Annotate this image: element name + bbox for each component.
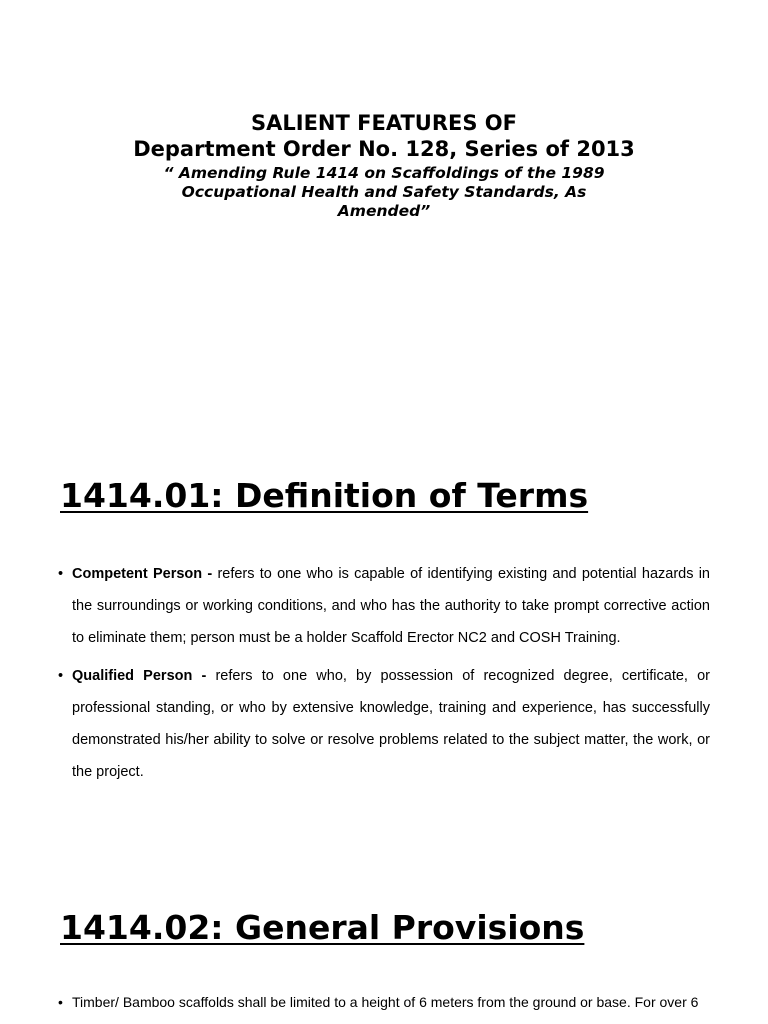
definition-item-competent-person — [56, 558, 710, 654]
term-definition: refers to one who, by possession of recognized degree, certificate, or professional standing, or who by extensive knowledge, training and experience, has successfully demonstrated his/her ability to solve or resolve problems related to the subject matter, the work, or the project. — [72, 668, 710, 780]
definition-list — [56, 558, 710, 788]
section-heading-definition-of-terms: 1414.01: Definition of Terms — [60, 476, 589, 515]
definition-item-qualified-person — [56, 660, 710, 788]
bullet-icon: • — [58, 994, 63, 1010]
title-line-2: Department Order No. 128, Series of 2013 — [133, 137, 635, 161]
provision-text: Timber/ Bamboo scaffolds shall be limited to a height of 6 meters from the ground or base. For over 6 — [72, 994, 699, 1010]
provisions-list — [56, 990, 710, 1014]
title-line-1: SALIENT FEATURES OF — [251, 111, 517, 135]
term-label: Competent Person - — [72, 566, 213, 582]
provision-item-timber-bamboo — [56, 990, 710, 1014]
bullet-icon: • — [58, 668, 64, 684]
section-heading-general-provisions: 1414.02: General Provisions — [60, 908, 585, 947]
term-definition: refers to one who is capable of identifying existing and potential hazards in the surroundings or working conditions, and who has the authority to take prompt corrective action to eliminate them; person must be a holder Scaffold Erector NC2 and COSH Training. — [72, 566, 710, 646]
bullet-icon: • — [58, 566, 64, 582]
title-block — [60, 110, 708, 221]
term-label: Qualified Person - — [72, 668, 207, 684]
subtitle: “ Amending Rule 1414 on Scaffoldings of the 1989 Occupational Health and Safety Standards, As Amended” — [163, 164, 605, 220]
